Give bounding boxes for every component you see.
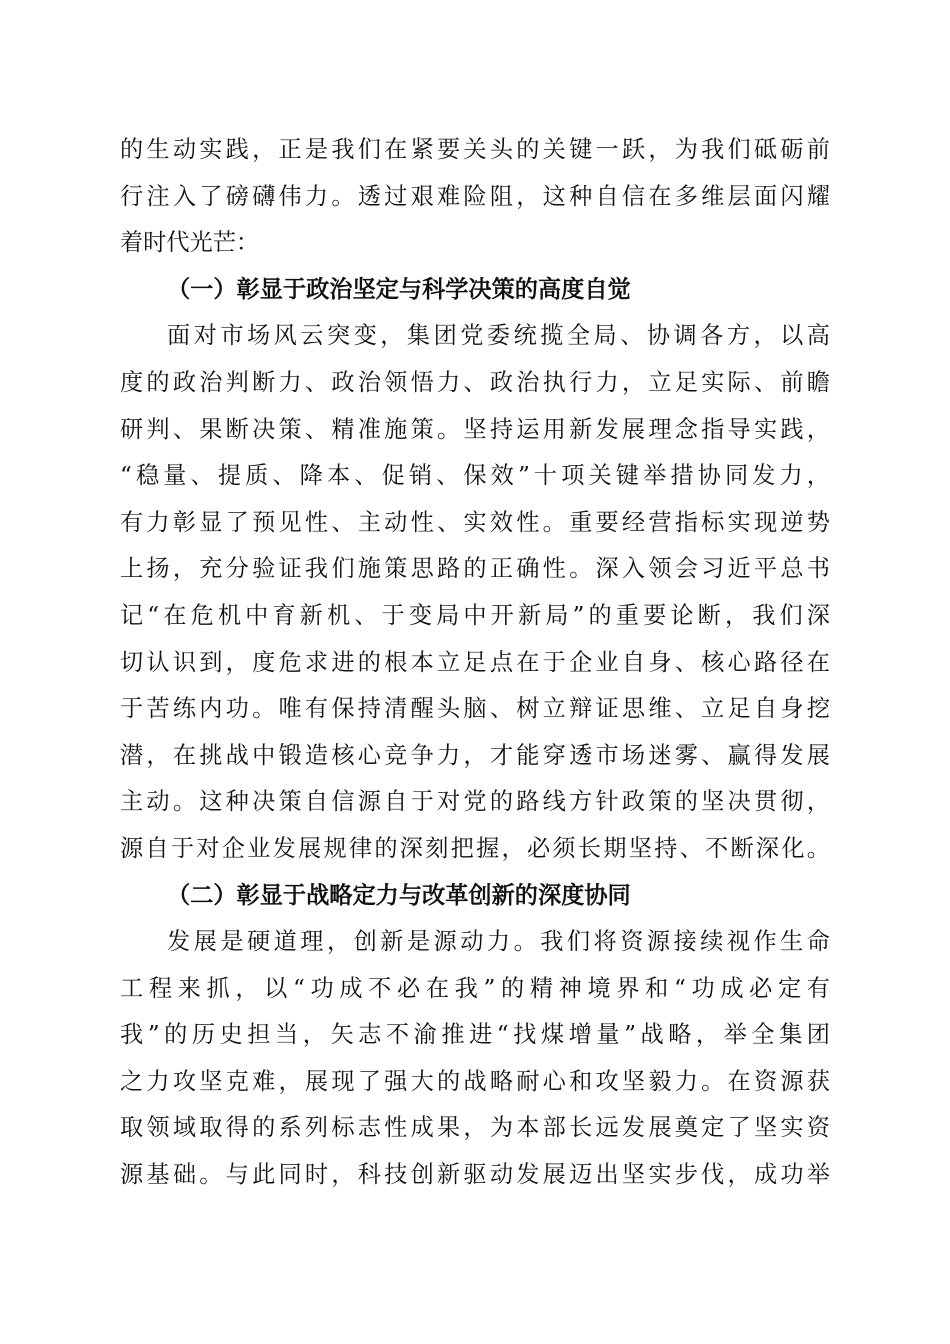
text-line: 之力攻坚克难，展现了强大的战略耐心和攻坚毅力。在资源获	[120, 1067, 830, 1095]
text-line: 行注入了磅礴伟力。透过艰难险阻，这种自信在多维层面闪耀	[120, 182, 830, 210]
text-line: 源自于对企业发展规律的深刻把握，必须长期坚持、不断深化。	[120, 834, 830, 862]
text-line: 取领域取得的系列标志性成果，为本部长远发展奠定了坚实资	[120, 1114, 830, 1142]
text-line: 有力彰显了预见性、主动性、实效性。重要经营指标实现逆势	[120, 508, 830, 536]
paragraph-first-line: 面对市场风云突变，集团党委统揽全局、协调各方，以高	[167, 322, 830, 350]
section-heading-2: （二）彰显于战略定力与改革创新的深度协同	[167, 881, 631, 909]
section-heading-1: （一）彰显于政治坚定与科学决策的高度自觉	[167, 275, 631, 303]
text-line: 上扬，充分验证我们施策思路的正确性。深入领会习近平总书	[120, 555, 830, 583]
text-line: 工程来抓，以“功成不必在我”的精神境界和“功成必定有	[120, 974, 830, 1002]
paragraph-first-line: 发展是硬道理，创新是源动力。我们将资源接续视作生命	[167, 928, 830, 956]
text-line: 源基础。与此同时，科技创新驱动发展迈出坚实步伐，成功举	[120, 1161, 830, 1189]
text-line: 研判、果断决策、精准施策。坚持运用新发展理念指导实践，	[120, 415, 830, 443]
text-line: 我”的历史担当，矢志不渝推进“找煤增量”战略，举全集团	[120, 1021, 830, 1049]
document-body	[120, 127, 830, 1199]
text-line: 于苦练内功。唯有保持清醒头脑、树立辩证思维、立足自身挖	[120, 695, 830, 723]
text-line: 记“在危机中育新机、于变局中开新局”的重要论断，我们深	[120, 601, 830, 629]
text-line: 主动。这种决策自信源自于对党的路线方针政策的坚决贯彻，	[120, 788, 830, 816]
text-line: 的生动实践，正是我们在紧要关头的关键一跃，为我们砥砺前	[120, 136, 830, 163]
text-line: 着时代光芒：	[120, 229, 260, 257]
text-line: 潜，在挑战中锻造核心竞争力，才能穿透市场迷雾、赢得发展	[120, 741, 830, 769]
text-line: “稳量、提质、降本、促销、保效”十项关键举措协同发力，	[120, 462, 830, 490]
text-line: 度的政治判断力、政治领悟力、政治执行力，立足实际、前瞻	[120, 368, 830, 396]
text-line: 切认识到，度危求进的根本立足点在于企业自身、核心路径在	[120, 648, 830, 676]
